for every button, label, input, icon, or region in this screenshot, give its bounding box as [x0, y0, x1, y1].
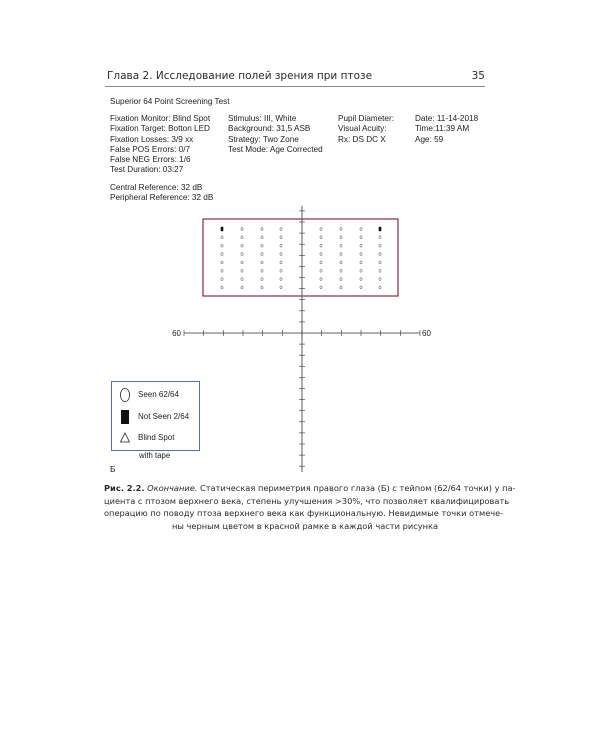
seen-point — [280, 286, 282, 289]
legend-seen-label: Seen 62/64 — [138, 390, 179, 399]
seen-point — [241, 244, 243, 247]
legend-not-seen — [112, 409, 199, 425]
background: Background: 31,5 ASB — [228, 124, 311, 134]
not-seen-square-icon — [119, 409, 131, 425]
seen-point — [221, 286, 223, 289]
seen-point — [261, 253, 263, 256]
seen-point — [221, 253, 223, 256]
report-column-fixation — [110, 114, 210, 176]
caption-line-1 — [104, 482, 516, 495]
seen-point — [241, 269, 243, 272]
seen-point — [261, 269, 263, 272]
test-points — [221, 227, 382, 289]
axis-label-left: 60 — [172, 329, 181, 338]
test-duration: Test Duration: 03:27 — [110, 165, 184, 175]
test-time: Time:11:39 AM — [415, 124, 470, 134]
seen-point — [221, 261, 223, 264]
seen-point — [261, 261, 263, 264]
seen-point — [340, 244, 342, 247]
seen-point — [241, 278, 243, 281]
seen-point — [241, 261, 243, 264]
chart-legend — [111, 381, 200, 451]
seen-ellipse-icon — [119, 387, 131, 403]
caption-lead: Окончание. — [147, 483, 198, 493]
fixation-losses: Fixation Losses: 3/9 xx — [110, 134, 194, 144]
test-mode: Test Mode: Age Corrected — [228, 144, 323, 154]
seen-point — [320, 236, 322, 239]
seen-point — [320, 228, 322, 231]
seen-point — [261, 278, 263, 281]
seen-point — [360, 278, 362, 281]
running-header — [105, 70, 485, 87]
stimulus: Stimulus: III, White — [228, 114, 297, 123]
peripheral-reference: Peripheral Reference: 32 dB — [110, 193, 214, 203]
seen-point — [340, 228, 342, 231]
visual-field-chart — [160, 200, 450, 480]
seen-point — [280, 261, 282, 264]
seen-point — [340, 269, 342, 272]
report-column-pupil — [338, 114, 394, 145]
seen-point — [340, 286, 342, 289]
seen-point — [221, 236, 223, 239]
test-date: Date: 11-14-2018 — [415, 114, 479, 123]
chapter-title: Глава 2. Исследование полей зрения при птозе — [107, 70, 373, 82]
seen-point — [320, 286, 322, 289]
seen-point — [340, 253, 342, 256]
false-neg-errors: False NEG Errors: 1/6 — [110, 155, 191, 165]
legend-seen — [112, 387, 199, 403]
seen-point — [340, 236, 342, 239]
fixation-target: Fixation Target: Botton LED — [110, 124, 210, 134]
patient-age: Age: 59 — [415, 134, 444, 144]
strategy: Strategy: Two Zone — [228, 134, 299, 144]
figure-caption — [104, 482, 516, 532]
seen-point — [379, 269, 381, 272]
seen-point — [320, 253, 322, 256]
central-reference: Central Reference: 32 dB — [110, 183, 203, 192]
not-seen-point — [379, 227, 382, 231]
caption-line-4: ны черным цветом в красной рамке в каждой части рисунка — [172, 520, 439, 531]
pupil-diameter: Pupil Diameter: — [338, 114, 394, 123]
seen-point — [221, 278, 223, 281]
legend-blind-spot — [112, 430, 199, 446]
caption-line-1-text: Статическая периметрия правого глаза (Б) с тейпом (62/64 точки) у па- — [200, 483, 516, 493]
legend-note: with tape — [139, 451, 171, 460]
report-column-date — [415, 114, 478, 145]
axis-label-right: 60 — [422, 329, 431, 338]
seen-point — [360, 269, 362, 272]
seen-point — [280, 228, 282, 231]
test-title: Superior 64 Point Screening Test — [110, 97, 230, 106]
highlight-frame — [203, 219, 398, 296]
seen-point — [379, 253, 381, 256]
seen-point — [320, 244, 322, 247]
seen-point — [360, 286, 362, 289]
chart-axes — [184, 206, 420, 472]
seen-point — [340, 278, 342, 281]
seen-point — [379, 261, 381, 264]
seen-point — [360, 244, 362, 247]
caption-line-3: операцию по поводу птоза верхнего века как функциональную. Невидимые точки отмече- — [104, 508, 504, 519]
seen-point — [221, 269, 223, 272]
seen-point — [241, 253, 243, 256]
false-pos-errors: False POS Errors: 0/7 — [110, 144, 191, 154]
seen-point — [379, 236, 381, 239]
legend-blind-spot-label: Blind Spot — [138, 433, 175, 442]
page-number: 35 — [471, 70, 485, 82]
not-seen-point — [221, 227, 224, 231]
seen-point — [261, 228, 263, 231]
seen-point — [261, 244, 263, 247]
rx: Rx: DS DC X — [338, 134, 386, 144]
report-column-stimulus — [228, 114, 323, 155]
seen-point — [261, 286, 263, 289]
caption-line-2: циента с птозом верхнего века, степень улучшения >30%, что позволяет квалифицировать — [104, 495, 510, 506]
seen-point — [360, 228, 362, 231]
seen-point — [280, 253, 282, 256]
seen-point — [379, 244, 381, 247]
seen-point — [241, 228, 243, 231]
seen-point — [280, 236, 282, 239]
blind-spot-triangle-icon — [119, 430, 131, 446]
visual-acuity: Visual Acuity: — [338, 124, 387, 134]
seen-point — [379, 286, 381, 289]
seen-point — [261, 236, 263, 239]
seen-point — [221, 244, 223, 247]
seen-point — [320, 269, 322, 272]
seen-point — [360, 253, 362, 256]
highlight-frame-layer — [203, 219, 398, 296]
seen-point — [241, 286, 243, 289]
fixation-monitor: Fixation Monitor: Blind Spot — [110, 114, 211, 123]
seen-point — [280, 278, 282, 281]
seen-point — [360, 236, 362, 239]
seen-point — [280, 244, 282, 247]
figure-reference: Рис. 2.2. — [104, 483, 145, 493]
seen-point — [241, 236, 243, 239]
seen-point — [320, 278, 322, 281]
seen-point — [280, 269, 282, 272]
seen-point — [360, 261, 362, 264]
legend-not-seen-label: Not Seen 2/64 — [138, 412, 190, 421]
panel-label: Б — [110, 464, 116, 474]
seen-point — [320, 261, 322, 264]
seen-point — [340, 261, 342, 264]
seen-point — [379, 278, 381, 281]
